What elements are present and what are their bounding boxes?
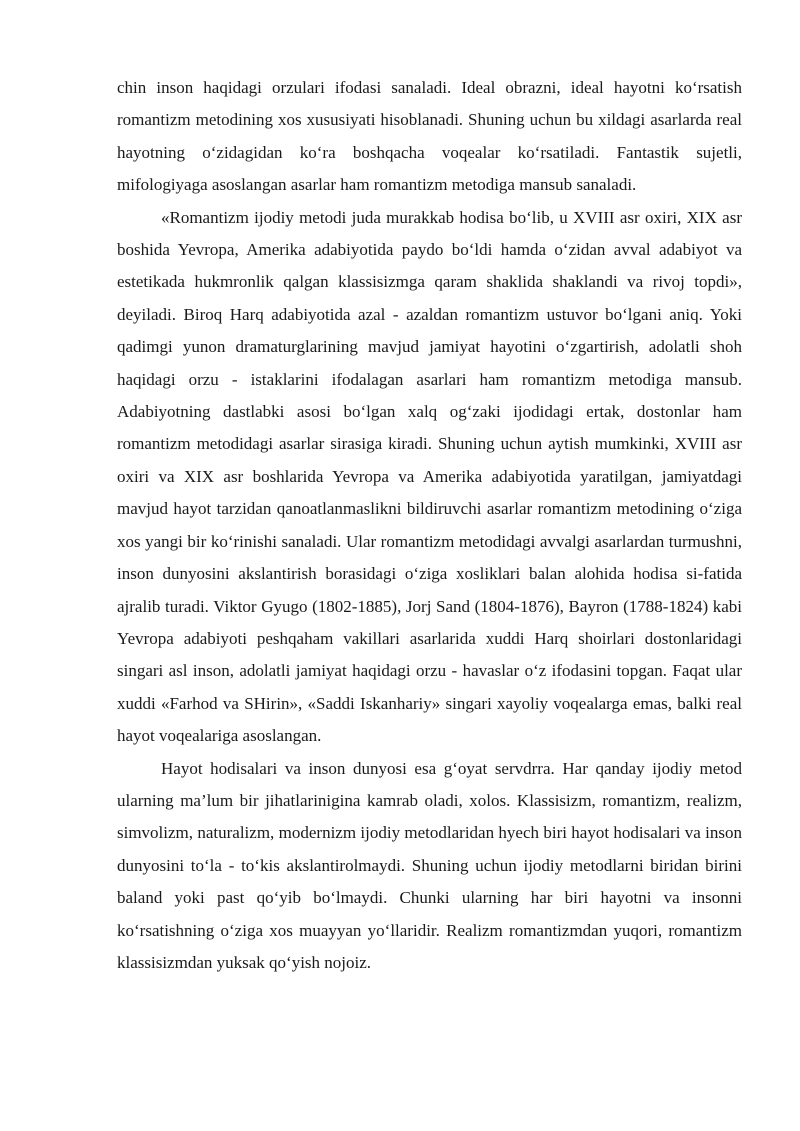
paragraph-2: «Romantizm ijodiy metodi juda murakkab hodisa bo‘lib, u XVIII asr oxiri, XIX asr boshida Yevropa, Amerika adabiyotida paydo bo‘ldi hamda o‘zidan avval adabiyot va estetikada hukmronlik qalgan klassisizmga qaram shaklida shaklandi va rivoj topdi», deyiladi. Biroq Harq adabiyotida azal - azaldan romantizm ustuvor bo‘lgani aniq. Yoki qadimgi yunon dramaturglarining mavjud jamiyat hayotini o‘zgartirish, adolatli shoh haqidagi orzu - istaklarini ifodalagan asarlari ham romantizm metodiga mansub. Adabiyotning dastlabki asosi bo‘lgan xalq og‘zaki ijodidagi ertak, dostonlar ham romantizm metodidagi asarlar sirasiga kiradi. Shuning uchun aytish mumkinki, XVIII asr oxiri va XIX asr boshlarida Yevropa va Amerika adabiyotida yaratilgan, jamiyatdagi mavjud hayot tarzidan qanoatlanmaslikni bildiruvchi asarlar romantizm metodining o‘ziga xos yangi bir ko‘rinishi sanaladi. Ular romantizm metodidagi avvalgi asarlardan turmushni, inson dunyosini akslantirish borasidagi o‘ziga xosliklari balan alohida hodisa si-fatida ajralib turadi. Viktor Gyugo (1802-1885), Jorj Sand (1804-1876), Bayron (1788-1824) kabi Yevropa adabiyoti peshqaham vakillari asarlarida xuddi Harq shoirlari dostonlaridagi singari asl inson, adolatli jamiyat haqidagi orzu - havaslar o‘z ifodasini topgan. Faqat ular xuddi «Farhod va SHirin», «Saddi Iskanhariy» singari xayoliy voqealarga emas, balki real hayot voqealariga asoslangan. (117, 207, 742, 746)
body-text (117, 72, 742, 979)
paragraph-1: chin inson haqidagi orzulari ifodasi sanaladi. Ideal obrazni, ideal hayotni ko‘rsatish romantizm metodining xos xususiyati hisoblanadi. Shuning uchun bu xildagi asarlarda real hayotning o‘zidagidan ko‘ra boshqacha voqealar ko‘rsatiladi. Fantastik sujetli, mifologiyaga asoslangan asarlar ham romantizm metodiga mansub sanaladi. (117, 78, 742, 195)
paragraph-3: Hayot hodisalari va inson dunyosi esa g‘oyat servdrra. Har qanday ijodiy metod ularning ma’lum bir jihatlarinigina kamrab oladi, xolos. Klassisizm, romantizm, realizm, simvolizm, naturalizm, modernizm ijodiy metodlaridan hyech biri hayot hodisalari va inson dunyosini to‘la - to‘kis akslantirolmaydi. Shuning uchun ijodiy metodlarni biridan birini baland yoki past qo‘yib bo‘lmaydi. Chunki ularning har biri hayotni va insonni ko‘rsatishning o‘ziga xos muayyan yo‘llaridir. Realizm romantizmdan yuqori, romantizm klassisizmdan yuksak qo‘yish nojoiz. (117, 758, 742, 972)
